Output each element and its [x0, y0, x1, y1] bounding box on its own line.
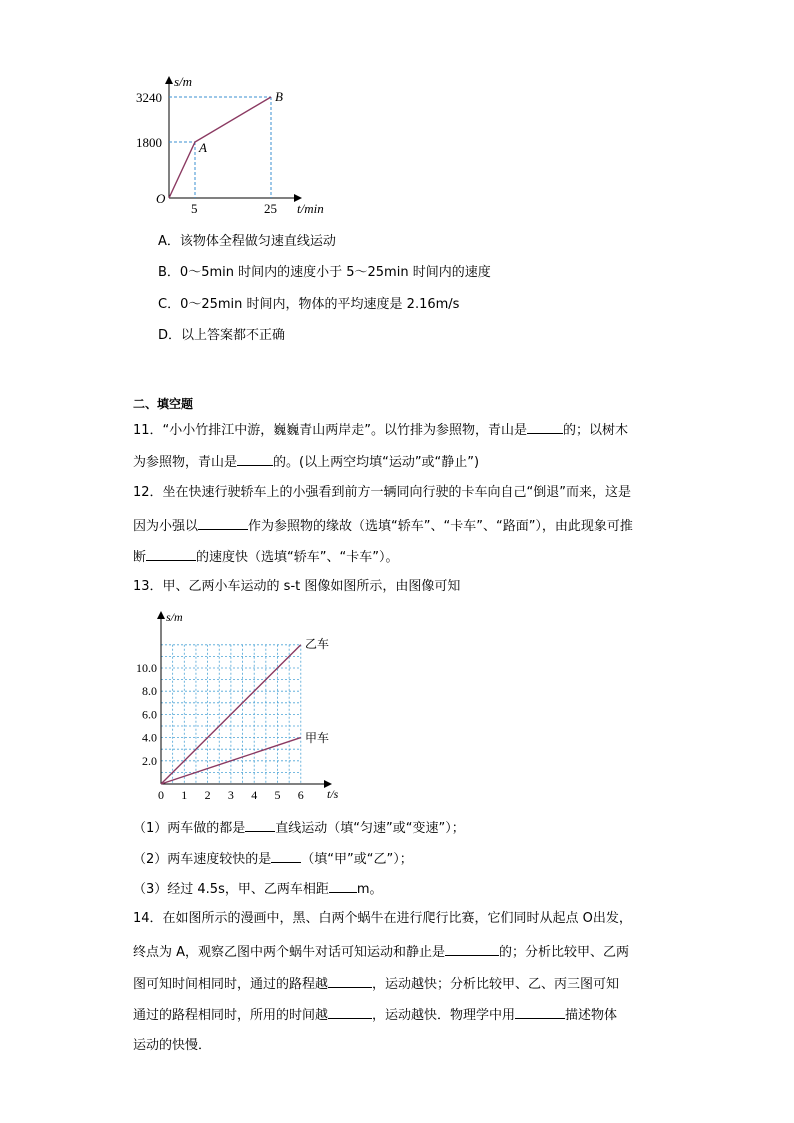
- q10-option-b: B．0～5min 时间内的速度小于 5～25min 时间内的速度: [158, 265, 491, 280]
- q13-sub1-post: 直线运动（填“匀速”或“变速”）；: [275, 821, 465, 836]
- origin-label: O: [156, 191, 166, 206]
- q14-line-5: 运动的快慢．: [133, 1038, 212, 1053]
- q10-option-a: A．该物体全程做匀速直线运动: [158, 234, 336, 249]
- q13-sub-1: [133, 819, 465, 837]
- q12-line-1: 12．坐在快速行驶轿车上的小强看到前方一辆同向行驶的卡车向自己“倒退”而来，这是: [133, 485, 632, 500]
- q11-blank-2[interactable]: [237, 453, 273, 466]
- q11-text-1: 11．“小小竹排江中游，巍巍青山两岸走”。以竹排为参照物，青山是: [133, 423, 528, 438]
- figure-2-st-chart: [130, 605, 355, 805]
- q11-text-2: 的；以树木: [563, 423, 629, 438]
- q13-stem: 13．甲、乙两小车运动的 s-t 图像如图所示，由图像可知: [133, 579, 461, 594]
- q14-blank-2[interactable]: [328, 975, 372, 988]
- q13-sub-3: [133, 880, 383, 898]
- q14-text-4: 图可知时间相同时，通过的路程越: [133, 977, 329, 992]
- xtick-label: 6: [297, 788, 304, 802]
- xtick-5: 5: [191, 201, 198, 216]
- ytick-label: 10.0: [136, 661, 157, 675]
- q12-text-3: 断: [133, 550, 147, 565]
- q12-blank-2[interactable]: [146, 548, 196, 561]
- figure-1-st-graph: [130, 70, 340, 220]
- q12-text-4: 的速度快（选填“轿车”、“卡车”）。: [196, 550, 399, 565]
- q13-sub2-post: （填“甲”或“乙”）；: [301, 852, 413, 867]
- q13-sub3-pre: （3）经过 4.5s，甲、乙两车相距: [133, 882, 329, 897]
- q13-blank-3[interactable]: [329, 880, 357, 893]
- ytick-label: 4.0: [142, 730, 157, 745]
- q14-text-8: 描述物体: [565, 1008, 618, 1023]
- q14-text-5: ，运动越快；分析比较甲、乙、丙三图可知: [372, 977, 620, 992]
- q14-text-3: 的；分析比较甲、乙两: [499, 945, 630, 960]
- q12-text-2: 作为参照物的缘故（选填“轿车”、“卡车”、“路面”），由此现象可推: [248, 519, 633, 534]
- q14-blank-4[interactable]: [515, 1006, 565, 1019]
- xtick-label: 4: [251, 788, 258, 802]
- q13-sub1-pre: （1）两车做的都是: [133, 821, 246, 836]
- q11-text-4: 的。(以上两空均填“运动”或“静止”): [273, 455, 480, 470]
- section-title: 二、填空题: [133, 397, 194, 411]
- q14-line-1: 14．在如图所示的漫画中，黑、白两个蜗牛在进行爬行比赛，它们同时从起点 O出发，: [133, 911, 632, 926]
- q10-option-c: C．0～25min 时间内，物体的平均速度是 2.16m/s: [158, 297, 460, 312]
- q13-sub2-pre: （2）两车速度较快的是: [133, 852, 272, 867]
- series-label-jia: 甲车: [305, 731, 330, 745]
- q10-option-d: D．以上答案都不正确: [158, 328, 286, 343]
- q11-line-1: [133, 421, 628, 439]
- series-label-yi: 乙车: [305, 637, 330, 651]
- q12-line-3: [133, 548, 398, 566]
- q13-blank-1[interactable]: [245, 819, 275, 832]
- q13-sub3-post: m。: [356, 882, 383, 897]
- point-b-label: B: [275, 89, 283, 104]
- q12-text-1: 因为小强以: [133, 519, 199, 534]
- y-axis-label: s/m: [166, 610, 183, 624]
- ytick-label: 6.0: [142, 707, 157, 722]
- q14-text-2: 终点为 A，观察乙图中两个蜗牛对话可知运动和静止是: [133, 945, 446, 960]
- q14-line-4: [133, 1006, 617, 1024]
- motion-line: [169, 97, 271, 198]
- q13-blank-2[interactable]: [271, 850, 301, 863]
- q11-text-3: 为参照物，青山是: [133, 455, 238, 470]
- xtick-label: 2: [204, 788, 211, 802]
- x-axis-label: t/min: [297, 201, 324, 216]
- xtick-label: 5: [274, 788, 281, 802]
- ytick-3240: 3240: [136, 90, 162, 105]
- ytick-1800: 1800: [136, 135, 162, 150]
- q11-blank-1[interactable]: [527, 421, 563, 434]
- q14-blank-1[interactable]: [445, 943, 499, 956]
- q13-sub-2: [133, 850, 413, 868]
- q12-blank-1[interactable]: [198, 517, 248, 530]
- q14-text-7: ，运动越快．物理学中用: [372, 1008, 516, 1023]
- point-a-label: A: [199, 140, 207, 155]
- y-axis-label: s/m: [174, 74, 193, 89]
- q12-line-2: [133, 517, 633, 535]
- q14-line-2: [133, 943, 629, 961]
- q14-blank-3[interactable]: [328, 1006, 372, 1019]
- xtick-label: 0: [158, 788, 164, 802]
- ytick-label: 2.0: [142, 753, 157, 768]
- xtick-25: 25: [264, 201, 277, 216]
- ytick-label: 8.0: [142, 684, 157, 699]
- xtick-label: 1: [181, 788, 188, 802]
- q14-line-3: [133, 975, 619, 993]
- q14-text-6: 通过的路程相同时，所用的时间越: [133, 1008, 329, 1023]
- x-axis-label: t/s: [327, 787, 339, 801]
- xtick-label: 3: [227, 788, 234, 802]
- q11-line-2: [133, 453, 479, 471]
